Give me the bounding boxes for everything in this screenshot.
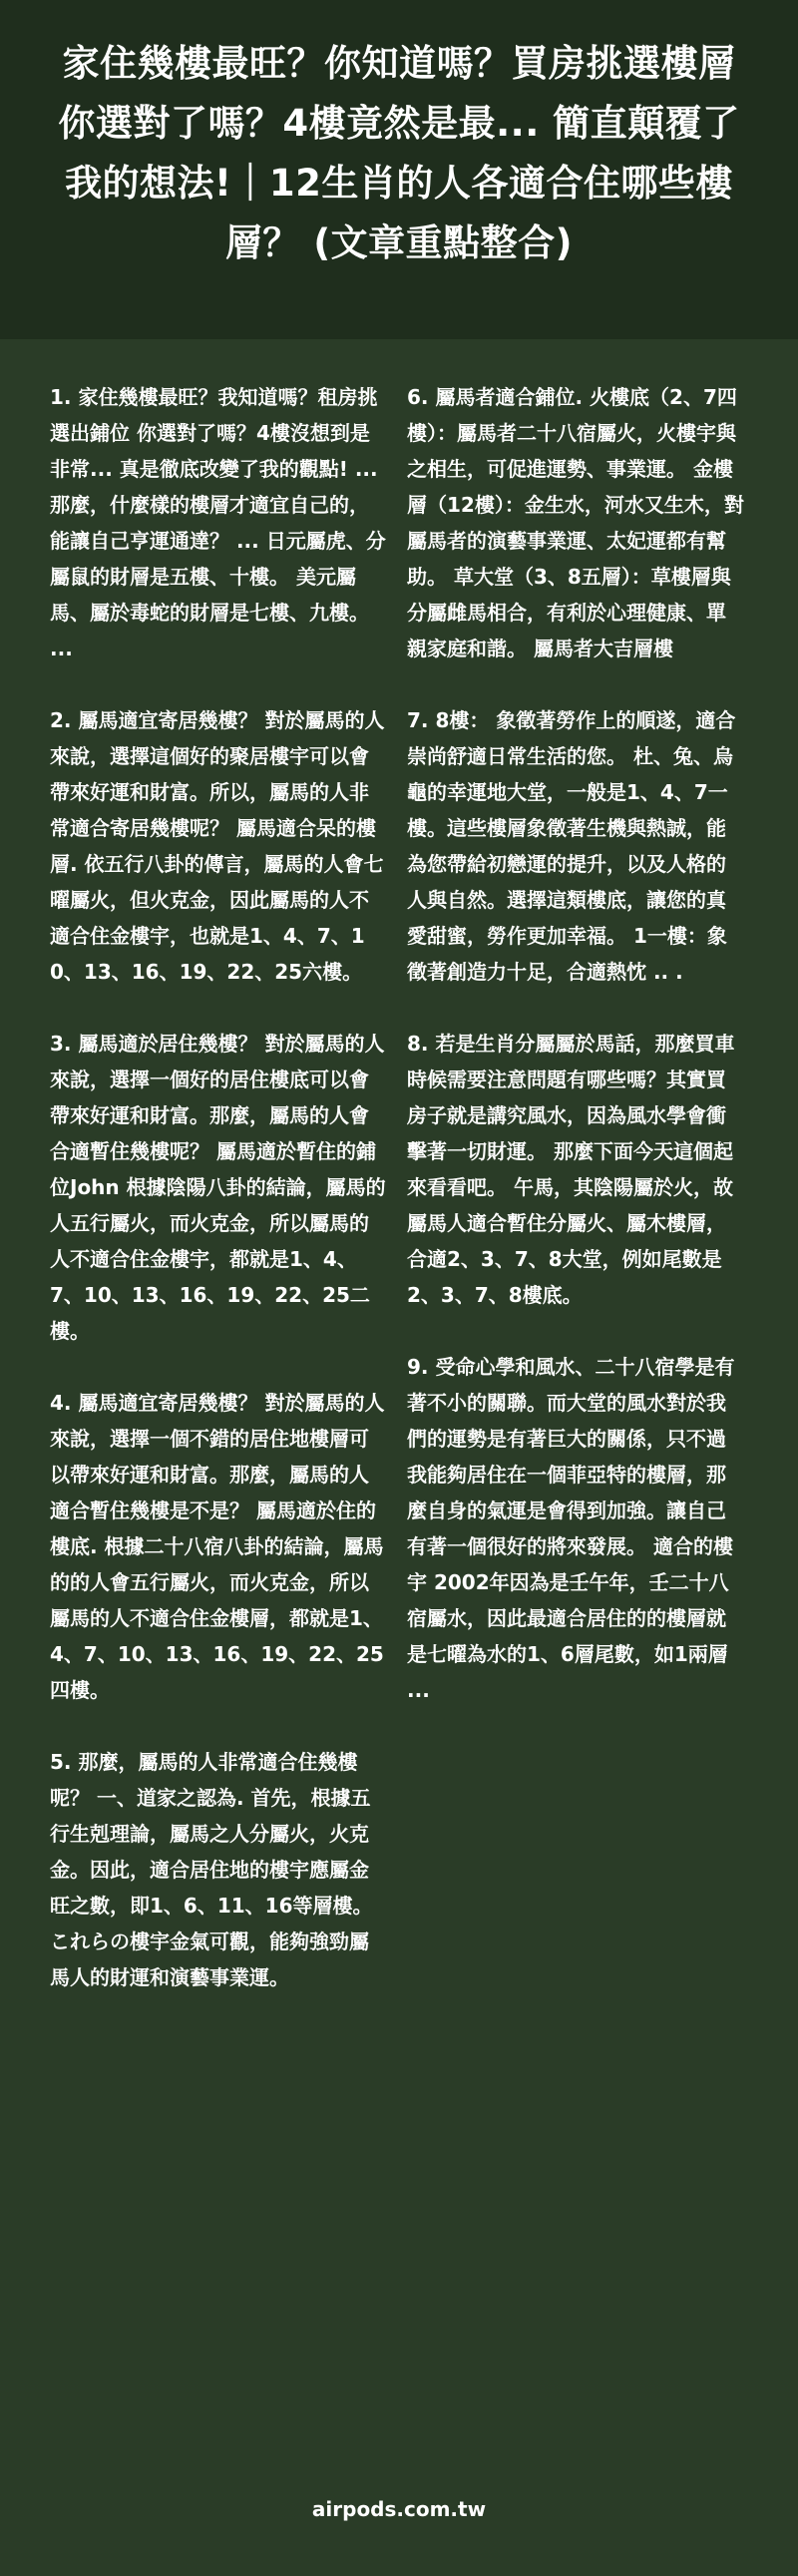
footer-site-link[interactable]: airpods.com.tw bbox=[311, 2497, 487, 2521]
section-8: 8. 若是生肖分屬屬於馬話，那麼買車時候需要注意問題有哪些嗎？其實買房子就是講究風水，因為風水學會衝擊著一切財運。 那麼下面今天這個起來看看吧。 午馬，其陰陽屬於火，故屬馬人適合暫住分屬火、屬木樓層，合適2、3、7、8大堂，例如尾數是2、3、7、8樓底。 bbox=[407, 1032, 735, 1307]
section-9: 9. 受命心學和風水、二十八宿學是有著不小的關聯。而大堂的風水對於我們的運勢是有著巨大的關係，只不過我能夠居住在一個菲亞特的樓層，那麼自身的氣運是會得到加強。讓自己有著一個很好的將來發展。 適合的樓宇 2002年因為是壬午年，壬二十八宿屬水，因此最適合居住的的樓層就是七曜為水的1、6層尾數，如1兩層 ... bbox=[407, 1355, 735, 1702]
section-4: 4. 屬馬適宜寄居幾樓？ 對於屬馬的人來說，選擇一個不錯的居住地樓層可以帶來好運和財富。那麼，屬馬的人適合暫住幾樓是不是？ 屬馬適於住的樓底. 根據二十八宿八卦的結論，屬馬的的人會五行屬火，而火克金，所以屬馬的人不適合住金樓層，都就是1、4、7、10、13、16、19、22、25四樓。 bbox=[50, 1391, 385, 1702]
title-banner bbox=[0, 0, 798, 339]
left-column bbox=[50, 379, 387, 2031]
right-column bbox=[407, 379, 744, 1744]
article-columns bbox=[0, 379, 798, 2474]
section-3: 3. 屬馬適於居住幾樓？ 對於屬馬的人來說，選擇一個好的居住樓底可以會帶來好運和財富。那麼，屬馬的人會合適暫住幾樓呢？ 屬馬適於暫住的鋪位John 根據陰陽八卦的結論，屬馬的人五行屬火，而火克金，所以屬馬的人不適合住金樓宇，都就是1、4、7、10、13、16、19、22、25二樓。 bbox=[50, 1032, 386, 1343]
section-2: 2. 屬馬適宜寄居幾樓？ 對於屬馬的人來說，選擇這個好的聚居樓宇可以會帶來好運和財富。所以，屬馬的人非常適合寄居幾樓呢？ 屬馬適合呆的樓層. 依五行八卦的傳言，屬馬的人會七曜屬火，但火克金，因此屬馬的人不適合住金樓宇，也就是1、4、7、10、13、16、19、22、25六樓。 bbox=[50, 708, 385, 984]
section-6: 6. 屬馬者適合鋪位. 火樓底（2、7四樓）：屬馬者二十八宿屬火，火樓宇與之相生，可促進運勢、事業運。 金樓層（12樓）：金生水，河水又生木，對屬馬者的演藝事業運、太妃運都有幫助。 草大堂（3、8五層）：草樓層與分屬雌馬相合，有利於心理健康、單親家庭和諧。 屬馬者大吉層樓 bbox=[407, 385, 744, 660]
section-1: 1. 家住幾樓最旺？我知道嗎？租房挑選出鋪位 你選對了嗎？4樓沒想到是非常... 真是徹底改變了我的觀點! ... 那麼，什麼樣的樓層才適宜自己的，能讓自己亨運通達？ ... 日元屬虎、分屬鼠的財層是五樓、十樓。 美元屬馬、屬於毒蛇的財層是七樓、九樓。 ... bbox=[50, 385, 386, 660]
section-5: 5. 那麼，屬馬的人非常適合住幾樓呢？ 一、道家之認為. 首先，根據五行生剋理論，屬馬之人分屬火，火克金。因此，適合居住地的樓宇應屬金旺之數，即1、6、11、16等層樓。これらの樓宇金氣可觀，能夠強勁屬馬人的財運和演藝事業運。 bbox=[50, 1750, 373, 1989]
section-7: 7. 8樓： 象徵著勞作上的順遂，適合崇尚舒適日常生活的您。 杜、兔、烏龜的幸運地大堂，一般是1、4、7一樓。這些樓層象徵著生機與熱誠，能為您帶給初戀運的提升，以及人格的人與自然。選擇這類樓底，讓您的真愛甜蜜，勞作更加幸福。 1一樓：象徵著創造力十足，合適熱忱 .. . bbox=[407, 708, 736, 984]
page-title: 家住幾樓最旺？你知道嗎？買房挑選樓層 你選對了嗎？4樓竟然是最... 簡直顛覆了我的想法!｜12生肖的人各適合住哪些樓層？ (文章重點整合) bbox=[58, 42, 740, 264]
